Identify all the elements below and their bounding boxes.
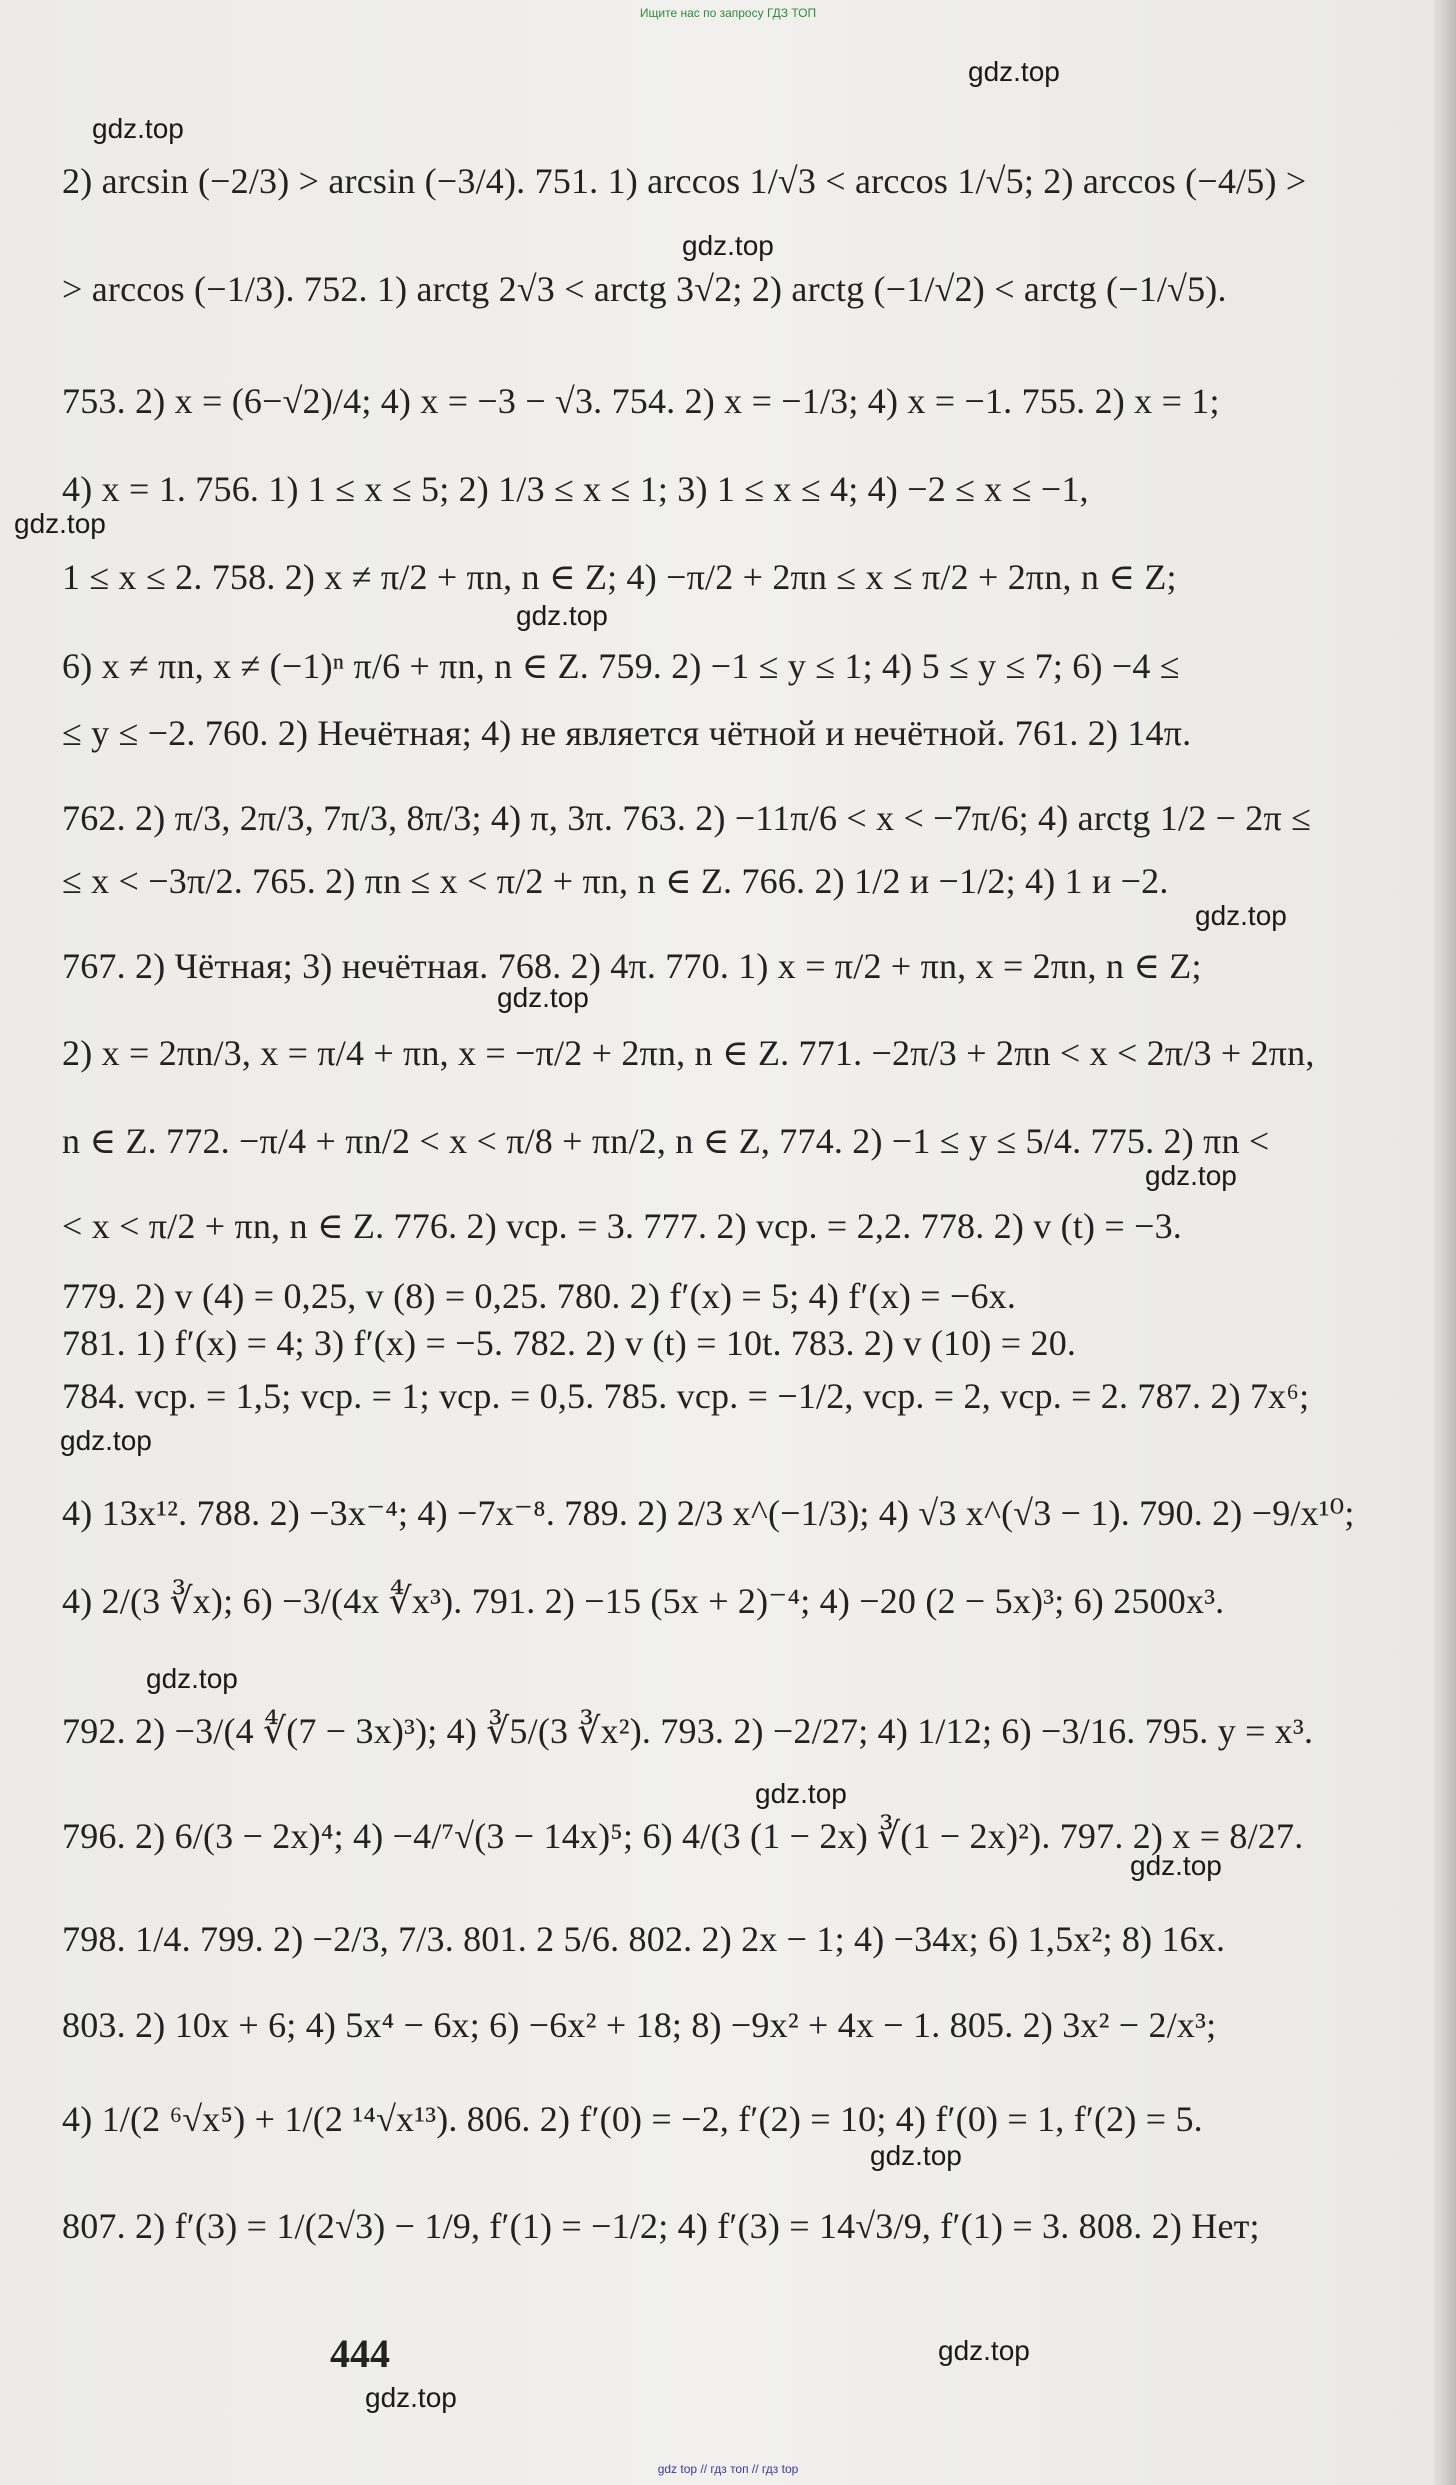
- page-number: 444: [330, 2331, 390, 2376]
- page-edge-shadow: [1434, 0, 1456, 2485]
- watermark: gdz.top: [60, 1425, 152, 1456]
- answer-line: 4) 1/(2 ⁶√x⁵) + 1/(2 ¹⁴√x¹³). 806. 2) f′(0) = −2, f′(2) = 10; 4) f′(0) = 1, f′(2) = 5.: [62, 2099, 1203, 2139]
- answer-line: < x < π/2 + πn, n ∈ Z. 776. 2) vср. = 3. 777. 2) vср. = 2,2. 778. 2) v (t) = −3.: [62, 1206, 1183, 1246]
- answer-line: 798. 1/4. 799. 2) −2/3, 7/3. 801. 2 5/6. 802. 2) 2x − 1; 4) −34x; 6) 1,5x²; 8) 16x.: [62, 1919, 1226, 1959]
- watermark: gdz.top: [682, 230, 774, 261]
- watermark: gdz.top: [14, 508, 106, 539]
- watermark: gdz.top: [92, 113, 184, 144]
- answer-line: n ∈ Z. 772. −π/4 + πn/2 < x < π/8 + πn/2, n ∈ Z, 774. 2) −1 ≤ y ≤ 5/4. 775. 2) πn <: [62, 1121, 1270, 1161]
- answer-line: 796. 2) 6/(3 − 2x)⁴; 4) −4/⁷√(3 − 14x)⁵; 6) 4/(3 (1 − 2x) ∛(1 − 2x)²). 797. 2) x = 8/27.: [62, 1816, 1304, 1856]
- answer-line: ≤ x < −3π/2. 765. 2) πn ≤ x < π/2 + πn, n ∈ Z. 766. 2) 1/2 и −1/2; 4) 1 и −2.: [62, 861, 1169, 901]
- watermark: gdz.top: [365, 2382, 457, 2413]
- answer-line: 4) 13x¹². 788. 2) −3x⁻⁴; 4) −7x⁻⁸. 789. 2) 2/3 x^(−1/3); 4) √3 x^(√3 − 1). 790. 2) −9/x¹⁰;: [62, 1493, 1355, 1533]
- bottom-note: gdz top // гдз топ // гдз top: [657, 2462, 799, 2476]
- answer-line: 781. 1) f′(x) = 4; 3) f′(x) = −5. 782. 2) v (t) = 10t. 783. 2) v (10) = 20.: [62, 1323, 1077, 1363]
- watermark: gdz.top: [1145, 1160, 1237, 1191]
- answer-line: 1 ≤ x ≤ 2. 758. 2) x ≠ π/2 + πn, n ∈ Z; 4) −π/2 + 2πn ≤ x ≤ π/2 + 2πn, n ∈ Z;: [62, 557, 1177, 597]
- answer-line: 6) x ≠ πn, x ≠ (−1)ⁿ π/6 + πn, n ∈ Z. 759. 2) −1 ≤ y ≤ 1; 4) 5 ≤ y ≤ 7; 6) −4 ≤: [62, 646, 1180, 686]
- watermark: gdz.top: [1130, 1850, 1222, 1881]
- answer-line: 807. 2) f′(3) = 1/(2√3) − 1/9, f′(1) = −1/2; 4) f′(3) = 14√3/9, f′(1) = 3. 808. 2) Нет;: [62, 2206, 1260, 2246]
- answer-line: 803. 2) 10x + 6; 4) 5x⁴ − 6x; 6) −6x² + 18; 8) −9x² + 4x − 1. 805. 2) 3x² − 2/x³;: [62, 2005, 1217, 2045]
- answer-line: 2) x = 2πn/3, x = π/4 + πn, x = −π/2 + 2πn, n ∈ Z. 771. −2π/3 + 2πn < x < 2π/3 + 2πn,: [62, 1033, 1315, 1073]
- watermark: gdz.top: [938, 2335, 1030, 2366]
- answer-line: 792. 2) −3/(4 ∜(7 − 3x)³); 4) ∛5/(3 ∛x²). 793. 2) −2/27; 4) 1/12; 6) −3/16. 795. y = x³.: [62, 1711, 1314, 1751]
- answer-line: 779. 2) v (4) = 0,25, v (8) = 0,25. 780. 2) f′(x) = 5; 4) f′(x) = −6x.: [62, 1276, 1017, 1316]
- top-note: Ищите нас по запросу ГДЗ ТОП: [639, 6, 817, 20]
- answer-line: 4) 2/(3 ∛x); 6) −3/(4x ∜x³). 791. 2) −15 (5x + 2)⁻⁴; 4) −20 (2 − 5x)³; 6) 2500x³.: [62, 1581, 1225, 1621]
- answer-line: 2) arcsin (−2/3) > arcsin (−3/4). 751. 1) arccos 1/√3 < arccos 1/√5; 2) arccos (−4/5) >: [62, 161, 1307, 201]
- answer-line: ≤ y ≤ −2. 760. 2) Нечётная; 4) не является чётной и нечётной. 761. 2) 14π.: [62, 713, 1192, 753]
- answer-line: 762. 2) π/3, 2π/3, 7π/3, 8π/3; 4) π, 3π. 763. 2) −11π/6 < x < −7π/6; 4) arctg 1/2 − 2π ≤: [62, 798, 1312, 838]
- answer-line: 753. 2) x = (6−√2)/4; 4) x = −3 − √3. 754. 2) x = −1/3; 4) x = −1. 755. 2) x = 1;: [62, 381, 1220, 421]
- answer-line: 784. vср. = 1,5; vср. = 1; vср. = 0,5. 785. vср. = −1/2, vср. = 2, vср. = 2. 787. 2) 7x⁶;: [62, 1376, 1310, 1416]
- answer-line: 4) x = 1. 756. 1) 1 ≤ x ≤ 5; 2) 1/3 ≤ x ≤ 1; 3) 1 ≤ x ≤ 4; 4) −2 ≤ x ≤ −1,: [62, 469, 1089, 509]
- watermark: gdz.top: [968, 56, 1060, 87]
- watermark: gdz.top: [516, 600, 608, 631]
- watermark: gdz.top: [1195, 900, 1287, 931]
- watermark: gdz.top: [870, 2140, 962, 2171]
- watermark: gdz.top: [497, 982, 589, 1013]
- answer-line: 767. 2) Чётная; 3) нечётная. 768. 2) 4π. 770. 1) x = π/2 + πn, x = 2πn, n ∈ Z;: [62, 946, 1202, 986]
- answer-line: > arccos (−1/3). 752. 1) arctg 2√3 < arctg 3√2; 2) arctg (−1/√2) < arctg (−1/√5).: [62, 269, 1227, 309]
- watermark: gdz.top: [146, 1663, 238, 1694]
- watermark: gdz.top: [755, 1778, 847, 1809]
